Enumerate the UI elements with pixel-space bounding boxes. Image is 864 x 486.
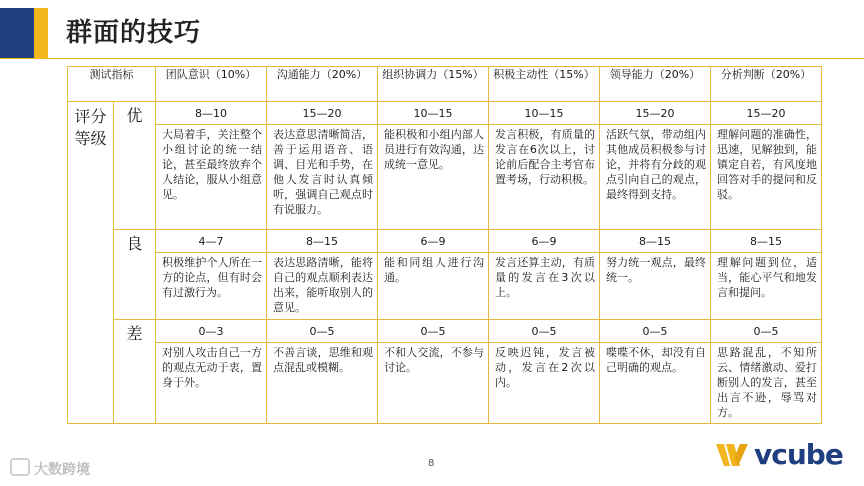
header-analysis: 分析判断（20%）: [711, 67, 822, 102]
desc-cell: 不善言谈，思维和观点混乱或模糊。: [267, 343, 378, 424]
header-initiative: 积极主动性（15%）: [489, 67, 600, 102]
header-row: [68, 67, 822, 102]
score-cell: 6—9: [378, 230, 489, 253]
watermark: 大数跨境: [10, 458, 90, 479]
desc-row-good: [68, 253, 822, 320]
desc-row-excellent: [68, 125, 822, 230]
score-cell: 15—20: [711, 102, 822, 125]
score-cell: 8—10: [156, 102, 267, 125]
score-row-excellent: [68, 102, 822, 125]
desc-cell: 积极维护个人所在一方的论点，但有时会有过激行为。: [156, 253, 267, 320]
score-cell: 0—5: [711, 320, 822, 343]
desc-cell: 喋喋不休，却没有自己明确的观点。: [600, 343, 711, 424]
score-cell: 10—15: [378, 102, 489, 125]
desc-cell: 反映迟钝，发言被动，发言在2次以内。: [489, 343, 600, 424]
score-row-poor: [68, 320, 822, 343]
score-cell: 0—5: [489, 320, 600, 343]
header-leadership: 领导能力（20%）: [600, 67, 711, 102]
score-cell: 8—15: [600, 230, 711, 253]
grade-level-good: 良: [114, 230, 156, 320]
page-number: 8: [428, 458, 435, 469]
title-underline: [0, 58, 864, 59]
grade-group-label: 评分等级: [68, 102, 114, 424]
header-coordination: 组织协调力（15%）: [378, 67, 489, 102]
score-cell: 8—15: [711, 230, 822, 253]
score-cell: 0—5: [600, 320, 711, 343]
title-accent-gold-bar: [34, 8, 48, 58]
score-cell: 8—15: [267, 230, 378, 253]
desc-cell: 大局着手，关注整个小组讨论的统一结论，甚至最终放弃个人结论，服从小组意见。: [156, 125, 267, 230]
desc-cell: 努力统一观点，最终统一。: [600, 253, 711, 320]
desc-cell: 发言积极，有质量的发言在6次以上，讨论前后配合主考官布置考场，行动积极。: [489, 125, 600, 230]
grade-level-excellent: 优: [114, 102, 156, 230]
grade-level-poor: 差: [114, 320, 156, 424]
desc-cell: 理解问题到位，适当，能心平气和地发言和提问。: [711, 253, 822, 320]
desc-cell: 发言还算主动，有质量的发言在3次以上。: [489, 253, 600, 320]
desc-cell: 对别人攻击自己一方的观点无动于衷，置身于外。: [156, 343, 267, 424]
desc-cell: 表达意思清晰简洁，善于运用语音、语调、目光和手势，在他人发言时认真倾听，强调自己观点时有说服力。: [267, 125, 378, 230]
score-cell: 0—3: [156, 320, 267, 343]
score-cell: 0—5: [378, 320, 489, 343]
desc-row-poor: [68, 343, 822, 424]
desc-cell: 理解问题的准确性，迅速，见解独到，能镇定自若，有风度地回答对手的提问和反驳。: [711, 125, 822, 230]
score-cell: 6—9: [489, 230, 600, 253]
header-teamwork: 团队意识（10%）: [156, 67, 267, 102]
score-cell: 15—20: [267, 102, 378, 125]
score-row-good: [68, 230, 822, 253]
desc-cell: 能和同组人进行沟通。: [378, 253, 489, 320]
score-cell: 0—5: [267, 320, 378, 343]
desc-cell: 活跃气氛，带动组内其他成员积极参与讨论，并将有分歧的观点引向自己的观点，最终得到支持。: [600, 125, 711, 230]
vcube-logo: [714, 436, 843, 476]
header-communication: 沟通能力（20%）: [267, 67, 378, 102]
score-cell: 10—15: [489, 102, 600, 125]
desc-cell: 能积极和小组内部人员进行有效沟通，达成统一意见。: [378, 125, 489, 230]
score-cell: 15—20: [600, 102, 711, 125]
desc-cell: 表达思路清晰，能将自己的观点顺利表达出来，能听取别人的意见。: [267, 253, 378, 320]
desc-cell: 思路混乱，不知所云、情绪激动、爱打断别人的发言，甚至出言不逊，辱骂对方。: [711, 343, 822, 424]
scoring-table: [67, 66, 822, 424]
watermark-icon: [10, 458, 30, 476]
slide-title: 群面的技巧: [66, 18, 202, 48]
score-cell: 4—7: [156, 230, 267, 253]
vcube-logo-text: vcube: [754, 438, 843, 471]
vcube-logo-mark-icon: [714, 440, 750, 472]
desc-cell: 不和人交流，不参与讨论。: [378, 343, 489, 424]
header-indicator: 测试指标: [68, 67, 156, 102]
title-accent-blue-bar: [0, 8, 34, 58]
